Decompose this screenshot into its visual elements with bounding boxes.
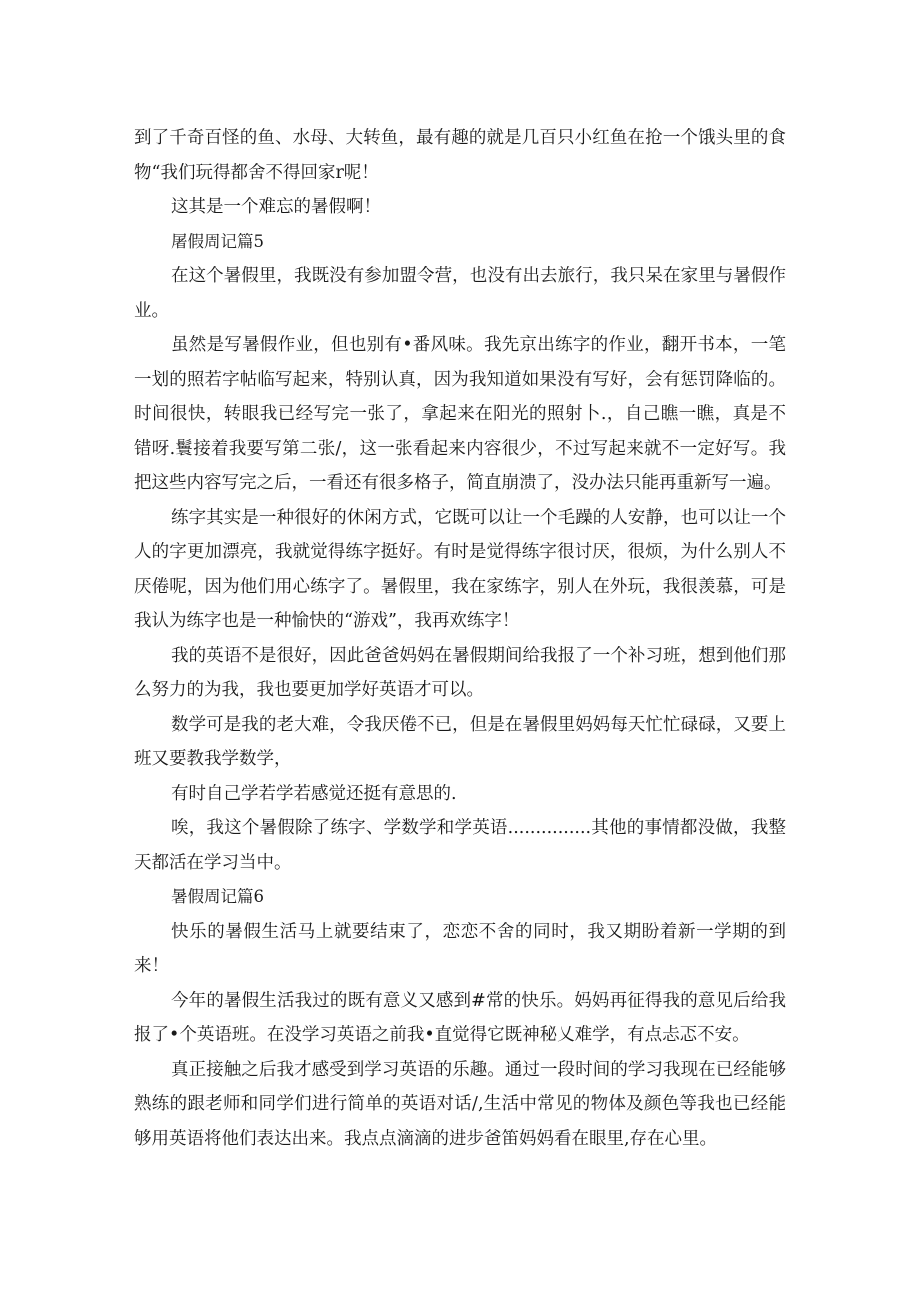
section-heading-5: 屠假周记篇5 xyxy=(171,231,264,251)
section-heading-6: 暑假周记篇6 xyxy=(171,887,264,906)
paragraph-7: 数学可是我的老大难，令我厌倦不已，但是在暑假里妈妈每天忙忙碌碌，又要上班又要教我学数学， xyxy=(134,714,786,769)
paragraph-1: 到了千奇百怪的鱼、水母、大转鱼，最有趣的就是几百只小红鱼在抢一个饿头里的食物“我们玩得都舍不得回家r呢！ xyxy=(134,128,786,183)
paragraph-5: 练字其实是一种很好的休闲方式，它既可以让一个毛躁的人安静，也可以让一个人的字更加漂亮，我就觉得练字挺好。有时是觉得练字很讨厌，很烦，为什么别人不厌倦呢，因为他们用心练字了。暑假里，我在家练字，别人在外玩，我很羡慕，可是我认为练字也是一种愉快的“游戏”，我再欢练字！ xyxy=(134,507,786,631)
paragraph-10: 快乐的暑假生活马上就要结束了，恋恋不舍的同时，我又期盼着新一学期的到来！ xyxy=(134,921,786,976)
paragraph-11: 今年的暑假生活我过的既有意义又感到#常的快乐。妈妈再征得我的意见后给我报了•个英语班。在没学习英语之前我•直觉得它既神秘乂难学，有点忐忑不安。 xyxy=(134,990,786,1045)
document-body xyxy=(134,121,786,1156)
paragraph-2: 这其是一个难忘的暑假啊！ xyxy=(171,197,381,217)
paragraph-12: 真正接触之后我才感受到学习英语的乐趣。通过一段时间的学习我现在已经能够熟练的跟老师和同学们进行简单的英语对话/,生活中常见的物体及颜色等我也已经能够用英语将他们表达出来。我点点滴滴的进步爸笛妈妈看在眼里,存在心里。 xyxy=(134,1059,786,1149)
paragraph-6: 我的英语不是很好，因此爸爸妈妈在暑假期间给我报了一个补习班，想到他们那么努力的为我，我也要更加学好英语才可以。 xyxy=(134,645,786,700)
paragraph-3: 在这个暑假里，我既没有参加盟令营，也没有出去旅行，我只呆在家里与暑假作业。 xyxy=(134,266,786,321)
paragraph-9: 唉，我这个暑假除了练字、学数学和学英语...............其他的事情都没做，我整天都活在学习当中。 xyxy=(134,818,786,873)
paragraph-8: 有时自己学若学若感觉还挺有意思的. xyxy=(171,783,457,804)
paragraph-4: 虽然是写暑假作业，但也别有•番风味。我先京出练字的作业，翻开书本，一笔一划的照若字帖临写起来，特别认真，因为我知道如果没有写好，会有惩罚降临的。时间很快，转眼我已经写完一张了，拿起来在阳光的照射卜.，自己瞧一瞧，真是不错呀.鬟接着我要写第二张/，这一张看起来内容很少，不过写起来就不一定好写。我把这些内容写完之后，一看还有很多格子，简直崩溃了，没办法只能再重新写一遍。 xyxy=(134,335,786,493)
